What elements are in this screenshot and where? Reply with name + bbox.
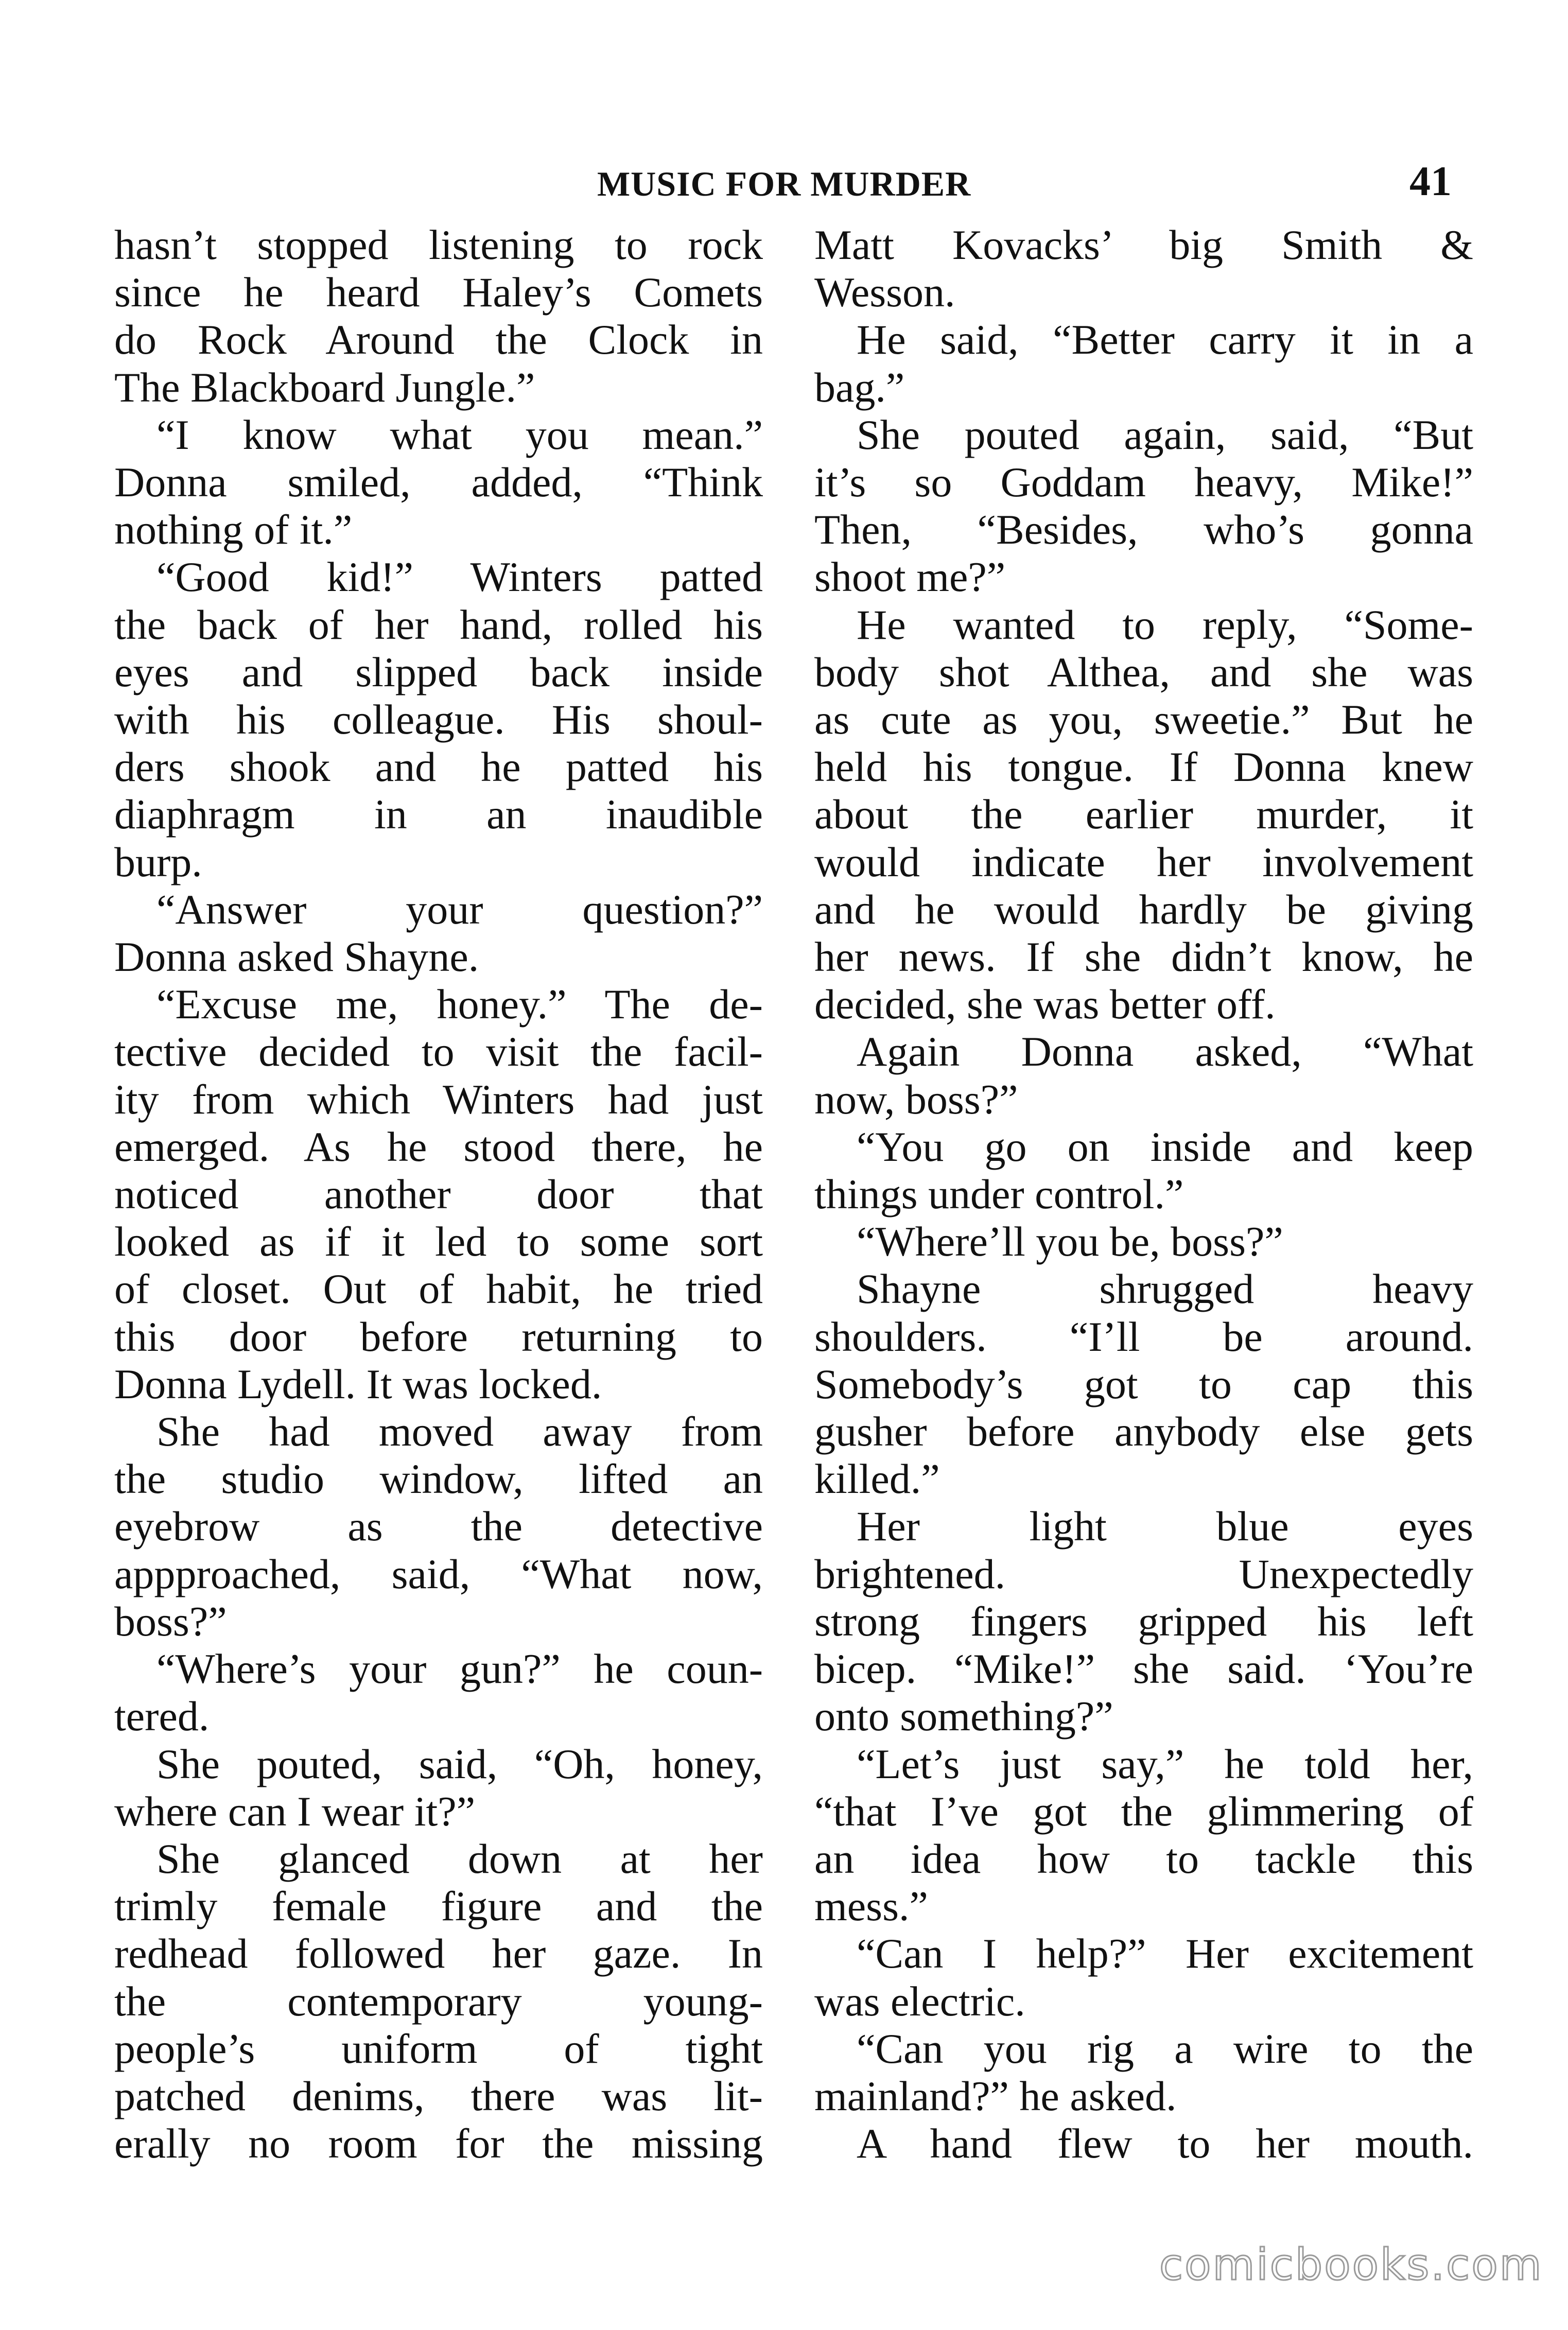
text-line: about the earlier murder, it (814, 791, 1473, 838)
text-line: The Blackboard Jungle.” (114, 363, 535, 411)
text-line: shoulders. “I’ll be around. (814, 1313, 1473, 1360)
text-line: She pouted again, said, “But (857, 411, 1473, 458)
text-line: Her light blue eyes (857, 1503, 1473, 1550)
text-line: Wesson. (814, 269, 955, 316)
text-line: burp. (114, 838, 202, 885)
text-line: decided, she was better off. (814, 981, 1276, 1028)
text-line: Shayne shrugged heavy (857, 1265, 1473, 1313)
text-line: bicep. “Mike!” she said. ‘You’re (814, 1645, 1473, 1693)
text-line: the contemporary young- (114, 1977, 763, 2025)
text-line: trimly female figure and the (114, 1883, 763, 1930)
text-line: now, boss?” (814, 1075, 1018, 1123)
text-line: strong fingers gripped his left (814, 1597, 1473, 1645)
text-line: “Can you rig a wire to the (857, 2025, 1473, 2072)
text-line: appproached, said, “What now, (114, 1550, 763, 1597)
running-head: MUSIC FOR MURDER (597, 164, 971, 203)
text-line: “Where’ll you be, boss?” (857, 1218, 1283, 1265)
text-line: “Good kid!” Winters patted (156, 553, 763, 601)
text-line: emerged. As he stood there, he (114, 1123, 763, 1170)
text-line: her news. If she didn’t know, he (814, 933, 1473, 981)
text-line: “Can I help?” Her excitement (857, 1930, 1473, 1977)
text-line: patched denims, there was lit- (114, 2072, 763, 2119)
text-line: Donna smiled, added, “Think (114, 459, 763, 506)
text-line: gusher before anybody else gets (814, 1408, 1473, 1455)
text-line: “I know what you mean.” (156, 411, 763, 458)
text-line: redhead followed her gaze. In (114, 1930, 763, 1977)
text-line: A hand flew to her mouth. (857, 2120, 1473, 2167)
text-line: killed.” (814, 1455, 940, 1503)
text-line: nothing of it.” (114, 506, 353, 553)
text-line: “Where’s your gun?” he coun- (156, 1645, 763, 1693)
text-line: erally no room for the missing (114, 2120, 763, 2167)
text-line: boss?” (114, 1597, 227, 1645)
text-line: Again Donna asked, “What (857, 1028, 1473, 1075)
text-line: He wanted to reply, “Some- (857, 601, 1473, 648)
text-line: Donna Lydell. It was locked. (114, 1360, 602, 1407)
text-line: He said, “Better carry it in a (857, 316, 1473, 363)
text-line: people’s uniform of tight (114, 2025, 763, 2072)
text-line: things under control.” (814, 1171, 1184, 1218)
text-line: tered. (114, 1693, 210, 1740)
text-line: “Let’s just say,” he told her, (857, 1740, 1473, 1787)
text-line: “that I’ve got the glimmering of (814, 1787, 1473, 1835)
text-line: diaphragm in an inaudible (114, 791, 763, 838)
text-line: the studio window, lifted an (114, 1455, 763, 1503)
text-line: shoot me?” (814, 553, 1006, 601)
text-line: ders shook and he patted his (114, 743, 763, 791)
text-line: eyebrow as the detective (114, 1503, 763, 1550)
text-line: was electric. (814, 1977, 1025, 2025)
text-line: Then, “Besides, who’s gonna (814, 506, 1473, 553)
text-line: brightened. Unexpectedly (814, 1550, 1473, 1597)
text-column-right (814, 221, 1473, 2167)
text-line: She had moved away from (156, 1408, 763, 1455)
text-line: an idea how to tackle this (814, 1835, 1473, 1882)
text-line: onto something?” (814, 1693, 1113, 1740)
text-line: Somebody’s got to cap this (814, 1360, 1473, 1407)
text-line: “You go on inside and keep (857, 1123, 1473, 1170)
page-number: 41 (1409, 158, 1452, 204)
text-line: mainland?” he asked. (814, 2072, 1177, 2119)
text-line: eyes and slipped back inside (114, 648, 763, 695)
text-line: bag.” (814, 363, 905, 411)
text-line: looked as if it led to some sort (114, 1218, 763, 1265)
text-line: held his tongue. If Donna knew (814, 743, 1473, 791)
text-line: ity from which Winters had just (114, 1075, 763, 1123)
text-column-left (114, 221, 763, 2167)
text-line: since he heard Haley’s Comets (114, 269, 763, 316)
text-line: Matt Kovacks’ big Smith & (814, 221, 1473, 268)
text-line: it’s so Goddam heavy, Mike!” (814, 459, 1473, 506)
text-line: She glanced down at her (156, 1835, 763, 1882)
text-line: as cute as you, sweetie.” But he (814, 696, 1473, 743)
text-line: of closet. Out of habit, he tried (114, 1265, 763, 1313)
watermark-logo: comicbooks.com (1159, 2239, 1543, 2290)
text-line: and he would hardly be giving (814, 885, 1473, 933)
text-line: tective decided to visit the facil- (114, 1028, 763, 1075)
text-line: body shot Althea, and she was (814, 648, 1473, 695)
text-line: where can I wear it?” (114, 1787, 476, 1835)
text-line: would indicate her involvement (814, 838, 1473, 885)
text-line: this door before returning to (114, 1313, 763, 1360)
text-line: do Rock Around the Clock in (114, 316, 763, 363)
text-line: noticed another door that (114, 1171, 763, 1218)
text-line: hasn’t stopped listening to rock (114, 221, 763, 268)
text-line: the back of her hand, rolled his (114, 601, 763, 648)
text-line: She pouted, said, “Oh, honey, (156, 1740, 763, 1787)
text-line: “Answer your question?” (156, 885, 763, 933)
text-line: “Excuse me, honey.” The de- (156, 981, 763, 1028)
text-line: Donna asked Shayne. (114, 933, 479, 981)
text-line: with his colleague. His shoul- (114, 696, 763, 743)
text-line: mess.” (814, 1883, 928, 1930)
